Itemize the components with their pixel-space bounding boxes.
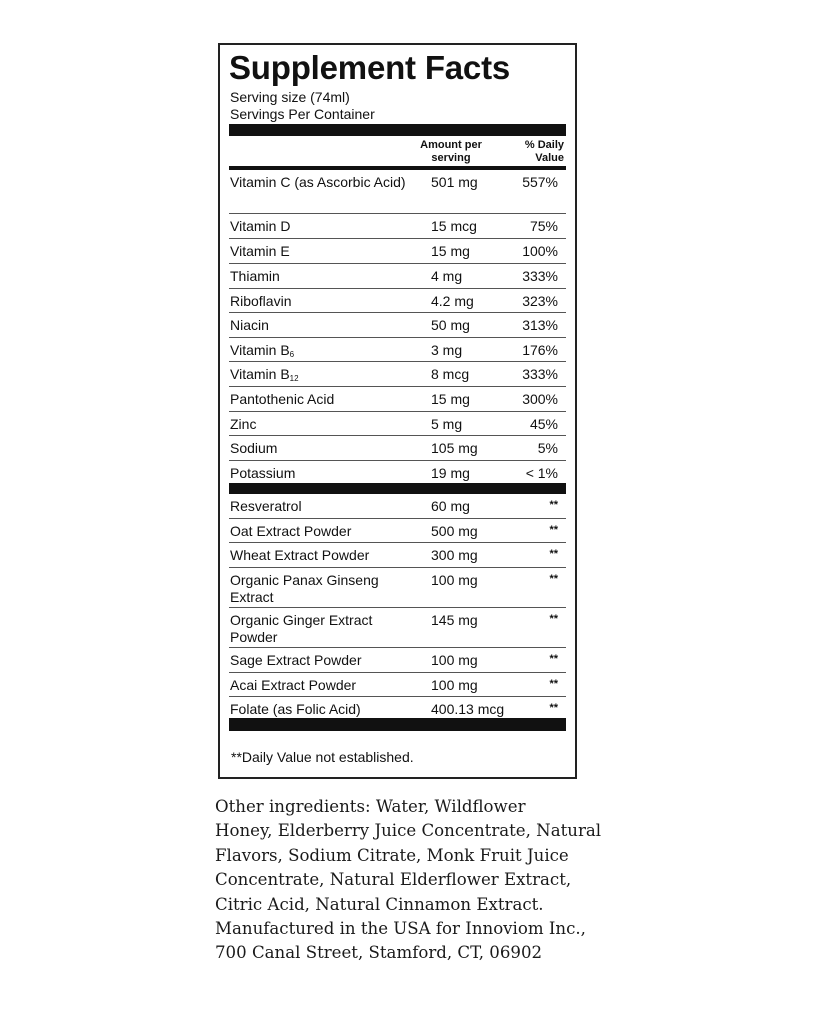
percent-daily-value: 75%	[529, 218, 558, 234]
amount-per-serving: 100 mg	[431, 677, 478, 693]
supplement-facts-panel	[218, 43, 577, 779]
ingredient-name	[230, 366, 408, 383]
ingredient-name-text: Wheat Extract Powder	[230, 547, 370, 563]
percent-daily-value: **	[549, 678, 558, 690]
table-row	[229, 412, 566, 436]
ingredient-name	[230, 243, 408, 260]
other-ingredients-line: 700 Canal Street, Stamford, CT, 06902	[215, 943, 543, 963]
ingredient-name-text: Folate (as Folic Acid)	[230, 701, 361, 717]
amount-header-line1: Amount per	[420, 139, 482, 151]
amount-per-serving: 3 mg	[431, 342, 463, 358]
ingredient-name-text: Organic Ginger Extract Powder	[230, 612, 373, 645]
table-row	[229, 338, 566, 362]
amount-per-serving: 4.2 mg	[431, 293, 474, 309]
thick-divider-top	[229, 124, 566, 136]
amount-per-serving: 145 mg	[431, 612, 478, 628]
ingredient-name-text: Vitamin E	[230, 243, 290, 259]
ingredient-name-text: Pantothenic Acid	[230, 391, 335, 407]
amount-per-serving: 100 mg	[431, 572, 478, 588]
table-row	[229, 239, 566, 264]
ingredient-name	[230, 572, 408, 606]
amount-per-serving: 8 mcg	[431, 366, 470, 382]
other-ingredients-text	[215, 795, 615, 966]
other-ingredients-line: Other ingredients: Water, Wildflower	[215, 797, 526, 816]
ingredient-name	[230, 293, 408, 310]
ingredient-name	[230, 440, 408, 457]
botanical-table	[229, 494, 566, 722]
amount-per-serving: 50 mg	[431, 317, 470, 333]
ingredient-name	[230, 677, 408, 694]
ingredient-name-text: Resveratrol	[230, 498, 302, 514]
amount-per-serving: 4 mg	[431, 268, 463, 284]
thick-divider-mid	[229, 483, 566, 494]
ingredient-name	[230, 391, 408, 408]
other-ingredients-line: Flavors, Sodium Citrate, Monk Fruit Juice	[215, 845, 569, 865]
other-ingredients-line: Citric Acid, Natural Cinnamon Extract.	[215, 894, 544, 914]
table-row	[229, 519, 566, 543]
other-ingredients-line: Concentrate, Natural Elderflower Extract,	[215, 870, 572, 890]
amount-per-serving: 501 mg	[431, 174, 478, 190]
nutrient-table	[229, 170, 566, 485]
percent-daily-value: 100%	[522, 243, 558, 259]
percent-daily-value: 333%	[522, 268, 558, 284]
daily-value-column-header	[514, 139, 564, 165]
ingredient-name-text: Sodium	[230, 440, 278, 456]
ingredient-name	[230, 652, 408, 669]
amount-per-serving: 300 mg	[431, 547, 478, 563]
table-row	[229, 461, 566, 485]
ingredient-name-text: Acai Extract Powder	[230, 677, 357, 693]
ingredient-name-text: Organic Panax Ginseng Extract	[230, 572, 379, 605]
amount-per-serving: 105 mg	[431, 440, 478, 456]
table-row	[229, 170, 566, 214]
table-row	[229, 214, 566, 239]
percent-daily-value: 300%	[522, 391, 558, 407]
ingredient-name-text: Niacin	[230, 317, 269, 333]
amount-per-serving: 500 mg	[431, 523, 478, 539]
ingredient-name-text: Oat Extract Powder	[230, 523, 352, 539]
ingredient-name	[230, 523, 408, 540]
thick-divider-bottom	[229, 718, 566, 731]
other-ingredients-line: Honey, Elderberry Juice Concentrate, Natural	[215, 821, 602, 841]
ingredient-name	[230, 174, 408, 191]
amount-column-header	[408, 139, 494, 165]
percent-daily-value: 333%	[522, 366, 558, 382]
percent-daily-value: 45%	[529, 416, 558, 432]
percent-daily-value: **	[549, 499, 558, 511]
ingredient-name	[230, 465, 408, 482]
vitamin-subscript: 6	[289, 350, 295, 359]
table-row	[229, 436, 566, 461]
percent-daily-value: 176%	[522, 342, 558, 358]
table-row	[229, 543, 566, 568]
ingredient-name	[230, 416, 408, 433]
table-row	[229, 362, 566, 387]
amount-header-line2: serving	[431, 152, 471, 164]
amount-per-serving: 60 mg	[431, 498, 470, 514]
ingredient-name	[230, 498, 408, 515]
amount-per-serving: 400.13 mcg	[431, 701, 505, 717]
ingredient-name	[230, 218, 408, 235]
dv-header-line2: Value	[535, 152, 564, 164]
amount-per-serving: 15 mg	[431, 391, 470, 407]
daily-value-footnote: **Daily Value not established.	[231, 749, 414, 765]
ingredient-name-text: Vitamin B	[230, 366, 290, 382]
percent-daily-value: **	[549, 573, 558, 585]
percent-daily-value: 5%	[537, 440, 558, 456]
amount-per-serving: 100 mg	[431, 652, 478, 668]
ingredient-name-text: Vitamin C (as Ascorbic Acid)	[230, 174, 406, 190]
table-row	[229, 494, 566, 519]
ingredient-name-text: Vitamin B	[230, 342, 290, 358]
percent-daily-value: 557%	[522, 174, 558, 190]
ingredient-name	[230, 547, 408, 564]
table-row	[229, 264, 566, 289]
amount-per-serving: 19 mg	[431, 465, 470, 481]
table-row	[229, 608, 566, 648]
percent-daily-value: 323%	[522, 293, 558, 309]
dv-header-line1: % Daily	[524, 139, 564, 151]
amount-per-serving: 15 mcg	[431, 218, 477, 234]
percent-daily-value: **	[549, 702, 558, 714]
amount-per-serving: 15 mg	[431, 243, 470, 259]
ingredient-name-text: Sage Extract Powder	[230, 652, 362, 668]
vitamin-subscript: 12	[289, 374, 299, 383]
table-row	[229, 313, 566, 338]
percent-daily-value: **	[549, 548, 558, 560]
ingredient-name	[230, 612, 408, 646]
table-row	[229, 568, 566, 608]
percent-daily-value: **	[549, 653, 558, 665]
ingredient-name	[230, 268, 408, 285]
ingredient-name-text: Riboflavin	[230, 293, 292, 309]
amount-per-serving: 5 mg	[431, 416, 463, 432]
ingredient-name-text: Potassium	[230, 465, 296, 481]
ingredient-name-text: Thiamin	[230, 268, 280, 284]
percent-daily-value: **	[549, 524, 558, 536]
table-row	[229, 648, 566, 673]
percent-daily-value: < 1%	[525, 465, 558, 481]
panel-title: Supplement Facts	[229, 49, 511, 86]
table-row	[229, 387, 566, 412]
ingredient-name	[230, 701, 408, 718]
ingredient-name	[230, 342, 408, 359]
ingredient-name-text: Vitamin D	[230, 218, 291, 234]
table-row	[229, 289, 566, 313]
percent-daily-value: **	[549, 613, 558, 625]
other-ingredients-line: Manufactured in the USA for Innoviom Inc.,	[215, 919, 586, 939]
ingredient-name-text: Zinc	[230, 416, 257, 432]
ingredient-name	[230, 317, 408, 334]
table-row	[229, 673, 566, 697]
servings-per-container: Servings Per Container	[230, 106, 375, 122]
serving-size: Serving size (74ml)	[230, 89, 350, 105]
percent-daily-value: 313%	[522, 317, 558, 333]
